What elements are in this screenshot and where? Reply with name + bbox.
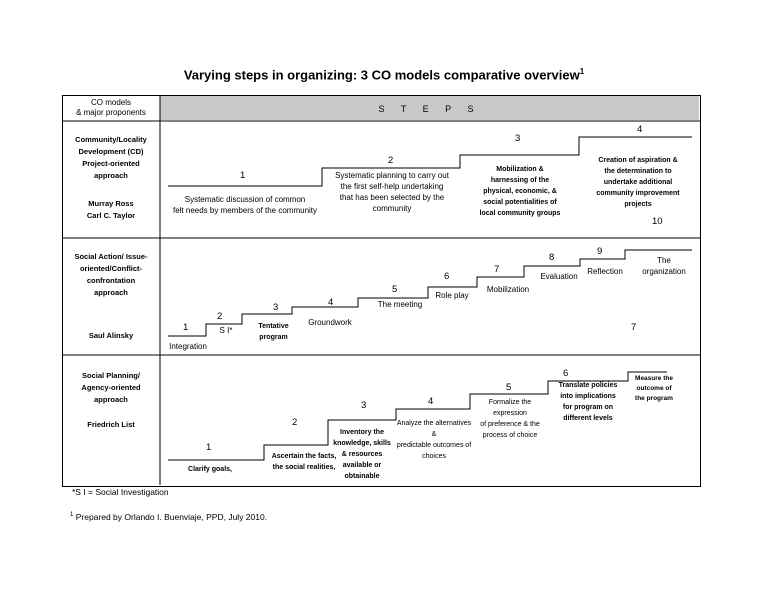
cd-step-4-number: 4	[637, 124, 643, 135]
sa-step-9-text: Reflection	[587, 267, 623, 276]
cd-step-2-text: Systematic planning to carry out the first self-help undertaking that has been selected by the community	[335, 171, 449, 213]
sp-step-1-number: 1	[206, 442, 212, 453]
sa-step-3-number: 3	[273, 302, 279, 313]
sa-step-9-number: 9	[597, 246, 603, 257]
footnote-si: *S I = Social Investigation	[72, 487, 169, 497]
sa-step-8-text: Evaluation	[540, 272, 578, 281]
sa-step-3-text: Tentative program	[258, 323, 289, 341]
sp-step-5-number: 5	[506, 382, 512, 393]
cd-extra-number: 10	[652, 216, 663, 227]
sa-step-6-text: Role play	[435, 291, 469, 300]
sa-step-2-number: 2	[217, 311, 223, 322]
sp-step-3-text: Inventory the knowledge, skills & resources available or obtainable	[333, 429, 391, 480]
sp-step-7-text: Measure the outcome of the program	[635, 375, 673, 402]
cd-step-4-text: Creation of aspiration & the determination to undertake additional community improvement projects	[596, 157, 680, 208]
sp-step-1-text: Clarify goals,	[188, 466, 232, 473]
sa-step-10-text: The organization	[642, 256, 686, 276]
title-text: Varying steps in organizing: 3 CO models comparative overview	[183, 67, 580, 83]
sp-step-4-number: 4	[428, 396, 434, 407]
sa-step-1-text: Integration	[169, 342, 207, 351]
sa-step-7-text: Mobilization	[486, 285, 530, 294]
sa-step-8-number: 8	[549, 252, 555, 263]
cd-step-2-number: 2	[388, 155, 394, 166]
sp-step-5-text: Formalize the expression of preference & the process of choice	[480, 399, 540, 439]
sa-step-7-number: 7	[494, 264, 500, 275]
sa-step-2-text: S I*	[219, 326, 233, 335]
row-sa-model: Social Action/ Issue- oriented/Conflict- confrontation approach	[74, 252, 148, 297]
footnote-credit-mark: 1	[70, 512, 74, 519]
sp-step-6-number: 6	[563, 368, 569, 379]
cd-step-1-text: Systematic discussion of common felt needs by members of the community	[172, 195, 318, 215]
row-sp-model: Social Planning/ Agency-oriented approach	[81, 371, 141, 404]
sa-step-6-number: 6	[444, 271, 450, 282]
sp-step-2-number: 2	[292, 417, 298, 428]
sa-step-5-number: 5	[392, 284, 398, 295]
sa-step-4-number: 4	[328, 297, 334, 308]
footnote-credit	[70, 512, 267, 522]
cd-step-1-number: 1	[240, 170, 246, 181]
header-steps-label: S T E P S	[378, 104, 481, 114]
row-cd-model: Community/Locality Development (CD) Project-oriented approach	[75, 135, 147, 180]
title-footnote-mark: 1	[579, 67, 585, 76]
sp-step-2-text: Ascertain the facts, the social realities,	[271, 453, 337, 471]
row-sa-proponent: Saul Alinsky	[88, 331, 134, 340]
sa-step-5-text: The meeting	[377, 300, 423, 309]
row-sp-proponent: Friedrich List	[87, 420, 135, 429]
cd-step-3-number: 3	[515, 133, 521, 144]
sa-extra-number: 7	[631, 322, 637, 333]
header-col1-label: CO models & major proponents	[76, 98, 146, 117]
sa-step-4-text: Groundwork	[308, 318, 352, 327]
sp-step-6-text: Translate policies into implications for program on different levels	[558, 382, 618, 422]
sa-step-1-number: 1	[183, 322, 189, 333]
cd-step-3-text: Mobilization & harnessing of the physical, economic, & social potentialities of local community groups	[479, 166, 561, 217]
sp-step-4-text: Analyze the alternatives & predictable outcomes of choices	[396, 420, 472, 460]
sp-step-3-number: 3	[361, 400, 367, 411]
row-cd-proponent: Murray Ross Carl C. Taylor	[86, 199, 136, 220]
footnote-credit-text: Prepared by Orlando I. Buenviaje, PPD, July 2010.	[75, 512, 268, 522]
